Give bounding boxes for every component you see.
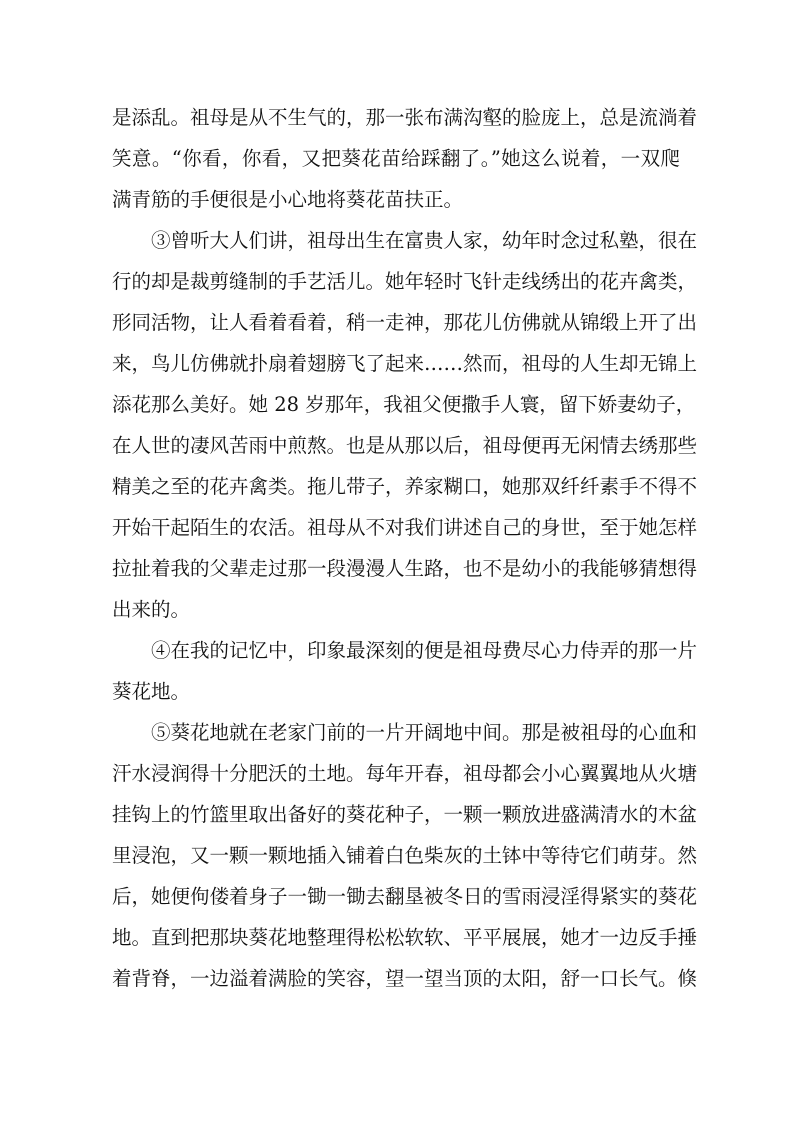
text-line: 形同活物，让人看着看着，稍一走神，那花儿仿佛就从锦缎上开了出 <box>112 311 698 334</box>
text-line: 满青筋的手便很是小心地将葵花苗扶正。 <box>112 188 464 211</box>
text-line: 开始干起陌生的农活。祖母从不对我们讲述自己的身世，至于她怎样 <box>112 516 698 539</box>
text-line: 里浸泡，又一颗一颗地插入铺着白色柴灰的土钵中等待它们萌芽。然 <box>112 844 698 867</box>
paragraph-continued <box>112 97 698 220</box>
text-line: 是添乱。祖母是从不生气的，那一张布满沟壑的脸庞上，总是流淌着 <box>112 106 698 129</box>
paragraph-5 <box>112 712 698 999</box>
text-line: 葵花地。 <box>112 680 191 703</box>
text-line: 着背脊，一边溢着满脸的笑容，望一望当顶的太阳，舒一口长气。倏 <box>112 967 698 990</box>
text-line: 挂钩上的竹篮里取出备好的葵花种子，一颗一颗放进盛满清水的木盆 <box>112 803 698 826</box>
paragraph-4 <box>112 630 698 712</box>
text-line: 笑意。“你看，你看，又把葵花苗给踩翻了。”她这么说着，一双爬 <box>112 147 680 170</box>
text-line: 出来的。 <box>112 598 191 621</box>
text-line: 在人世的凄风苦雨中煎熬。也是从那以后，祖母便再无闲情去绣那些 <box>112 434 698 457</box>
paragraph-3 <box>112 220 698 630</box>
text-line: 拉扯着我的父辈走过那一段漫漫人生路，也不是幼小的我能够猜想得 <box>112 557 698 580</box>
text-line: 地。直到把那块葵花地整理得松松软软、平平展展，她才一边反手捶 <box>112 926 698 949</box>
text-line: 添花那么美好。她 28 岁那年，我祖父便撒手人寰，留下娇妻幼子， <box>112 393 696 416</box>
essay-text <box>112 97 698 999</box>
text-line: ④在我的记忆中，印象最深刻的便是祖母费尽心力侍弄的那一片 <box>151 639 698 662</box>
text-line: ⑤葵花地就在老家门前的一片开阔地中间。那是被祖母的心血和 <box>151 721 698 744</box>
text-line: 汗水浸润得十分肥沃的土地。每年开春，祖母都会小心翼翼地从火塘 <box>112 762 698 785</box>
text-line: 行的却是裁剪缝制的手艺活儿。她年轻时飞针走线绣出的花卉禽类， <box>112 270 698 293</box>
text-line: 后，她便佝偻着身子一锄一锄去翻垦被冬日的雪雨浸淫得紧实的葵花 <box>112 885 698 908</box>
text-line: 精美之至的花卉禽类。拖儿带子，养家糊口，她那双纤纤素手不得不 <box>112 475 698 498</box>
text-line: 来，鸟儿仿佛就扑扇着翅膀飞了起来……然而，祖母的人生却无锦上 <box>112 352 698 375</box>
text-line: ③曾听大人们讲，祖母出生在富贵人家，幼年时念过私塾，很在 <box>151 229 698 252</box>
